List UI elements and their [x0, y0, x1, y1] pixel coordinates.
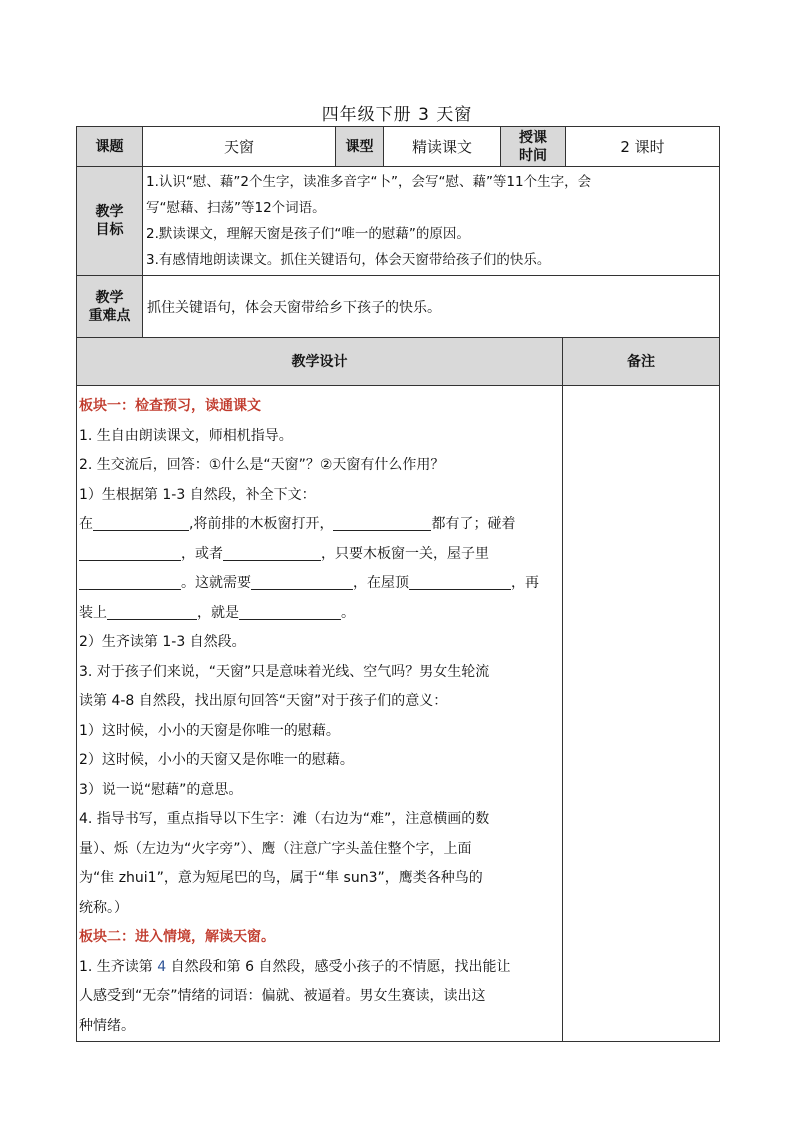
- time-label-line2: 时间: [519, 147, 547, 164]
- difficulty-label: [77, 276, 143, 338]
- difficulty-content: 抓住关键语句，体会天窗带给乡下孩子的快乐。: [143, 276, 720, 338]
- design-line: 种情绪。: [79, 1017, 135, 1034]
- goal-line: 3.有感情地朗读课文。抓住关键语句，体会天窗带给孩子们的快乐。: [146, 252, 551, 268]
- fill-text: ，再: [511, 575, 539, 591]
- fill-text: 装上: [79, 604, 107, 621]
- design-line: [79, 953, 560, 983]
- difficulty-label-line1: 教学: [95, 289, 124, 306]
- highlighted-numeral: 4: [157, 958, 167, 975]
- design-table: [76, 337, 720, 1042]
- blank: [333, 512, 431, 531]
- blank: [79, 571, 181, 590]
- section-heading: 板块二：进入情境，解读天窗。: [79, 929, 275, 945]
- goal-line: 1.认识“慰、藉”2个生字，读准多音字“卜”，会写“慰、藉”等11个生字，会: [146, 174, 592, 190]
- line-text: 自然段和第 6 自然段，感受小孩子的不情愿，找出能让: [166, 958, 511, 975]
- blank: [409, 571, 511, 590]
- design-content: [77, 386, 563, 1042]
- fill-blank-line: [79, 569, 560, 599]
- design-line: 人感受到“无奈”情绪的词语：偏就、被逼着。男女生赛读，读出这: [79, 988, 486, 1004]
- blank: [223, 542, 321, 561]
- design-line: 3）说一说“慰藉”的意思。: [79, 781, 243, 798]
- notes-cell: [563, 386, 720, 1042]
- design-header-row: [77, 338, 720, 386]
- time-value: 2 课时: [566, 127, 720, 167]
- goal-line: 写“慰藉、扫荡”等12个词语。: [146, 200, 326, 216]
- design-header: 教学设计: [77, 338, 563, 386]
- design-body-row: [77, 386, 720, 1042]
- fill-blank-line: [79, 540, 560, 570]
- fill-text: 。: [341, 604, 355, 621]
- topic-label: 课题: [77, 127, 143, 167]
- goal-line: 2.默读课文，理解天窗是孩子们“唯一的慰藉”的原因。: [146, 226, 470, 242]
- design-line: 1. 生自由朗读课文，师相机指导。: [79, 427, 293, 444]
- blank: [79, 542, 181, 561]
- type-value: 精读课文: [384, 127, 501, 167]
- design-line: 2）生齐读第 1-3 自然段。: [79, 634, 246, 650]
- blank: [239, 601, 341, 620]
- time-label-line1: 授课: [519, 129, 547, 146]
- fill-text: 都有了；碰着: [431, 516, 516, 532]
- design-line: 2. 生交流后，回答：①什么是“天窗”？②天窗有什么作用？: [79, 457, 445, 473]
- fill-text: ,将前排的木板窗打开，: [189, 516, 334, 532]
- fill-blank-line: [79, 510, 560, 540]
- design-line: 统称。）: [79, 899, 128, 916]
- design-line: 4. 指导书写，重点指导以下生字：滩（右边为“难”，注意横画的数: [79, 811, 490, 827]
- time-label: [501, 127, 566, 167]
- design-line: 量）、烁（左边为“火字旁”）、鹰（注意广字头盖住整个字，上面: [79, 840, 472, 857]
- section-heading: 板块一：检查预习，读通课文: [79, 398, 261, 414]
- difficulty-label-line2: 重难点: [88, 307, 131, 324]
- notes-header: 备注: [563, 338, 720, 386]
- fill-text: ，在屋顶: [353, 575, 409, 591]
- design-line: 为“隹 zhui1”，意为短尾巴的鸟，属于“隼 sun3”，鹰类各种鸟的: [79, 870, 483, 886]
- design-line: 1）这时候，小小的天窗是你唯一的慰藉。: [79, 722, 340, 739]
- fill-blank-line: [79, 599, 560, 629]
- info-row: [77, 127, 720, 167]
- fill-text: ，或者: [181, 545, 223, 562]
- design-line: 3. 对于孩子们来说，“天窗”只是意味着光线、空气吗？男女生轮流: [79, 663, 490, 680]
- design-line: 读第 4-8 自然段，找出原句回答“天窗”对于孩子们的意义：: [79, 693, 448, 709]
- fill-text: ，只要木板窗一关，屋子里: [321, 545, 489, 562]
- goals-content: [143, 167, 720, 276]
- line-text: 1. 生齐读第: [79, 958, 158, 975]
- blank: [107, 601, 197, 620]
- topic-value: 天窗: [143, 127, 336, 167]
- design-line: 1）生根据第 1-3 自然段，补全下文：: [79, 486, 316, 503]
- fill-text: ，就是: [197, 604, 239, 621]
- goals-row: [77, 167, 720, 276]
- blank: [93, 512, 189, 531]
- lesson-plan-table: [76, 126, 719, 1042]
- blank: [251, 571, 353, 590]
- goals-label-line2: 目标: [95, 222, 124, 238]
- fill-text: 。这就需要: [181, 575, 251, 591]
- difficulty-row: [77, 276, 720, 338]
- goals-label: [77, 167, 143, 276]
- document-title: 四年级下册 3 天窗: [321, 105, 473, 125]
- design-line: 2）这时候，小小的天窗又是你唯一的慰藉。: [79, 752, 354, 768]
- type-label: 课型: [336, 127, 384, 167]
- info-table: [76, 126, 720, 338]
- goals-label-line1: 教学: [95, 204, 124, 220]
- fill-text: 在: [79, 516, 93, 532]
